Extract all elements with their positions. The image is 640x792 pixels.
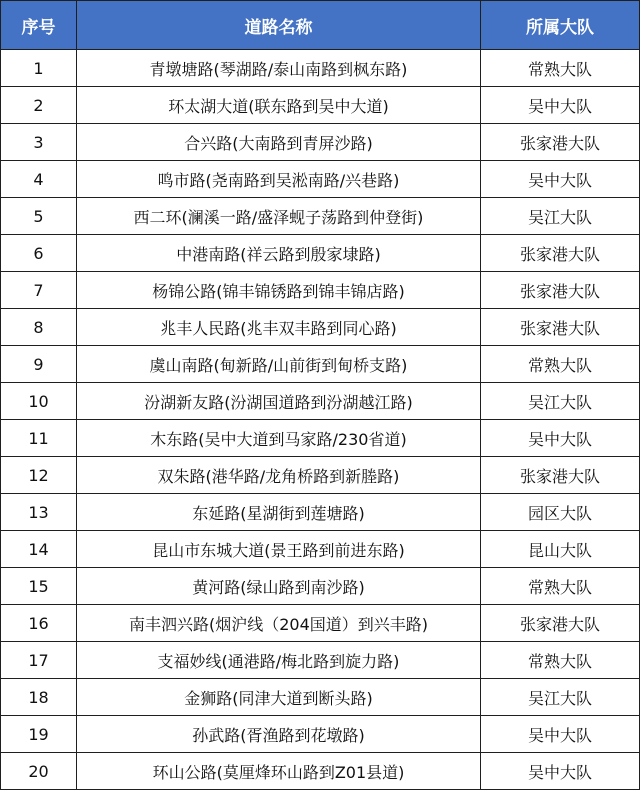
cell-index: 6 [1, 235, 77, 272]
cell-road-name: 东延路(星湖街到莲塘路) [77, 494, 481, 531]
header-index: 序号 [1, 1, 77, 50]
cell-team: 吴中大队 [481, 420, 640, 457]
table-row [1, 50, 640, 87]
cell-road-name: 中港南路(祥云路到殷家埭路) [77, 235, 481, 272]
cell-team: 张家港大队 [481, 272, 640, 309]
cell-road-name: 南丰泗兴路(烟沪线（204国道）到兴丰路) [77, 605, 481, 642]
cell-road-name: 双朱路(港华路/龙角桥路到新塍路) [77, 457, 481, 494]
cell-team: 吴中大队 [481, 87, 640, 124]
table-row [1, 161, 640, 198]
cell-road-name: 青墩塘路(琴湖路/泰山南路到枫东路) [77, 50, 481, 87]
cell-team: 吴中大队 [481, 716, 640, 753]
table-row [1, 457, 640, 494]
cell-road-name: 鸣市路(尧南路到吴淞南路/兴巷路) [77, 161, 481, 198]
cell-index: 7 [1, 272, 77, 309]
cell-team: 张家港大队 [481, 605, 640, 642]
cell-team: 常熟大队 [481, 642, 640, 679]
table-row [1, 679, 640, 716]
cell-index: 13 [1, 494, 77, 531]
cell-index: 3 [1, 124, 77, 161]
cell-road-name: 黄河路(绿山路到南沙路) [77, 568, 481, 605]
cell-road-name: 昆山市东城大道(景王路到前进东路) [77, 531, 481, 568]
table-row [1, 309, 640, 346]
table-row [1, 346, 640, 383]
cell-road-name: 环山公路(莫厘烽环山路到Z01县道) [77, 753, 481, 790]
cell-road-name: 汾湖新友路(汾湖国道路到汾湖越江路) [77, 383, 481, 420]
table-row [1, 87, 640, 124]
header-row [1, 1, 640, 50]
cell-road-name: 西二环(澜溪一路/盛泽蚬子荡路到仲登街) [77, 198, 481, 235]
table-row [1, 383, 640, 420]
cell-index: 18 [1, 679, 77, 716]
cell-index: 12 [1, 457, 77, 494]
header-road-name: 道路名称 [77, 1, 481, 50]
header-team: 所属大队 [481, 1, 640, 50]
table-row [1, 272, 640, 309]
cell-team: 张家港大队 [481, 124, 640, 161]
cell-index: 11 [1, 420, 77, 457]
cell-road-name: 杨锦公路(锦丰锦锈路到锦丰锦店路) [77, 272, 481, 309]
table-row [1, 420, 640, 457]
cell-team: 园区大队 [481, 494, 640, 531]
table-row [1, 642, 640, 679]
cell-road-name: 木东路(吴中大道到马家路/230省道) [77, 420, 481, 457]
cell-team: 常熟大队 [481, 50, 640, 87]
cell-road-name: 孙武路(胥渔路到花墩路) [77, 716, 481, 753]
cell-index: 16 [1, 605, 77, 642]
cell-index: 19 [1, 716, 77, 753]
cell-team: 张家港大队 [481, 235, 640, 272]
table-row [1, 531, 640, 568]
cell-index: 9 [1, 346, 77, 383]
table-row [1, 124, 640, 161]
table-body [1, 50, 640, 790]
cell-index: 14 [1, 531, 77, 568]
table-row [1, 235, 640, 272]
cell-road-name: 虞山南路(甸新路/山前街到甸桥支路) [77, 346, 481, 383]
cell-road-name: 金狮路(同津大道到断头路) [77, 679, 481, 716]
table-row [1, 494, 640, 531]
table-row [1, 716, 640, 753]
cell-index: 20 [1, 753, 77, 790]
cell-team: 张家港大队 [481, 309, 640, 346]
cell-index: 5 [1, 198, 77, 235]
cell-road-name: 环太湖大道(联东路到吴中大道) [77, 87, 481, 124]
cell-team: 昆山大队 [481, 531, 640, 568]
table-row [1, 605, 640, 642]
cell-road-name: 兆丰人民路(兆丰双丰路到同心路) [77, 309, 481, 346]
cell-index: 1 [1, 50, 77, 87]
cell-index: 4 [1, 161, 77, 198]
cell-team: 吴中大队 [481, 753, 640, 790]
cell-team: 常熟大队 [481, 568, 640, 605]
cell-team: 张家港大队 [481, 457, 640, 494]
cell-team: 吴中大队 [481, 161, 640, 198]
cell-index: 15 [1, 568, 77, 605]
cell-team: 常熟大队 [481, 346, 640, 383]
table-row [1, 753, 640, 790]
cell-index: 10 [1, 383, 77, 420]
cell-index: 17 [1, 642, 77, 679]
cell-road-name: 支福妙线(通港路/梅北路到旋力路) [77, 642, 481, 679]
cell-road-name: 合兴路(大南路到青屏沙路) [77, 124, 481, 161]
cell-team: 吴江大队 [481, 679, 640, 716]
table-row [1, 198, 640, 235]
table-row [1, 568, 640, 605]
cell-team: 吴江大队 [481, 198, 640, 235]
cell-index: 2 [1, 87, 77, 124]
cell-index: 8 [1, 309, 77, 346]
cell-team: 吴江大队 [481, 383, 640, 420]
